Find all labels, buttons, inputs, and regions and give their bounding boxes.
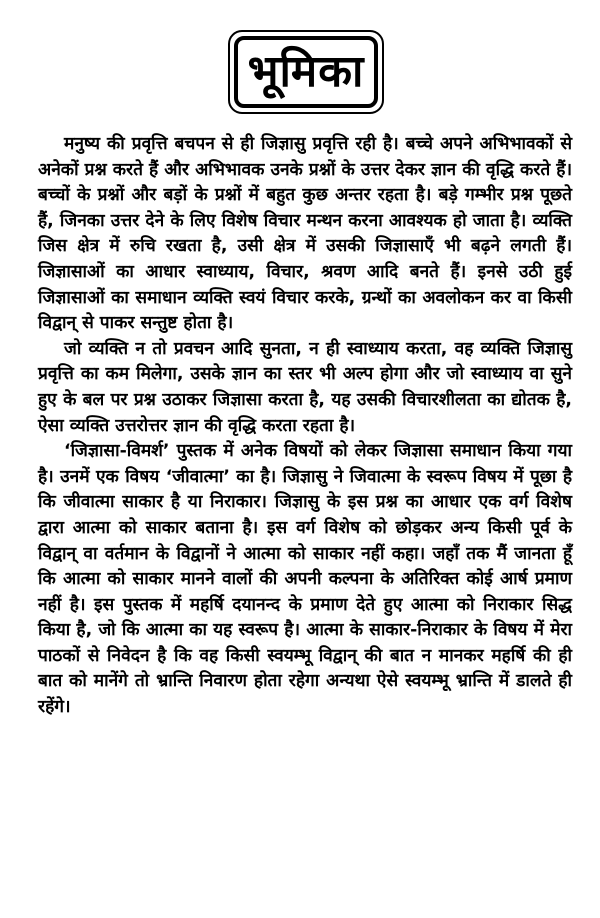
preface-body xyxy=(38,132,572,721)
paragraph-3: ‘जिज्ञासा-विमर्श’ पुस्तक में अनेक विषयों को लेकर जिज्ञासा समाधान किया गया है। उनमें एक विषय ‘जीवात्मा’ का है। जिज्ञासु ने जिवात्मा के स्वरूप विषय में पूछा है कि जीवात्मा साकार है या निराकार। जिज्ञासु के इस प्रश्न का आधार एक वर्ग विशेष द्वारा आत्मा को साकार बताना है। इस वर्ग विशेष को छोड़कर अन्य किसी पूर्व के विद्वान् वा वर्तमान के विद्वानों ने आत्मा को साकार नहीं कहा। जहाँ तक मैं जानता हूँ कि आत्मा को साकार मानने वालों की अपनी कल्पना के अतिरिक्त कोई आर्ष प्रमाण नहीं है। इस पुस्तक में महर्षि दयानन्द के प्रमाण देते हुए आत्मा को निराकार सिद्ध किया है, जो कि आत्मा का यह स्वरूप है। आत्मा के साकार-निराकार के विषय में मेरा पाठकों से निवेदन है कि वह किसी स्वयम्भू विद्वान् की बात न मानकर महर्षि की ही बात को मानेंगे तो भ्रान्ति निवारण होता रहेगा अन्यथा ऐसे स्वयम्भू भ्रान्ति में डालते ही रहेंगे। xyxy=(38,441,572,718)
page-heading: भूमिका xyxy=(247,46,365,97)
paragraph-1: मनुष्य की प्रवृत्ति बचपन से ही जिज्ञासु प्रवृत्ति रही है। बच्चे अपने अभिभावकों से अनेकों प्रश्न करते हैं और अभिभावक उनके प्रश्नों के उत्तर देकर ज्ञान की वृद्धि करते हैं। बच्चों के प्रश्नों और बड़ों के प्रश्नों में बहुत कुछ अन्तर रहता है। बड़े गम्भीर प्रश्न पूछते हैं, जिनका उत्तर देने के लिए विशेष विचार मन्थन करना आवश्यक हो जाता है। व्यक्ति जिस क्षेत्र में रुचि रखता है, उसी क्षेत्र में उसकी जिज्ञासाएँ भी बढ़ने लगती हैं। जिज्ञासाओं का आधार स्वाध्याय, विचार, श्रवण आदि बनते हैं। इनसे उठी हुई जिज्ञासाओं का समाधान व्यक्ति स्वयं विचार करके, ग्रन्थों का अवलोकन कर वा किसी विद्वान् से पाकर सन्तुष्ट होता है। xyxy=(38,134,572,334)
paragraph-2: जो व्यक्ति न तो प्रवचन आदि सुनता, न ही स्वाध्याय करता, वह व्यक्ति जिज्ञासु प्रवृत्ति का कम मिलेगा, उसके ज्ञान का स्तर भी अल्प होगा और जो स्वाध्याय वा सुने हुए के बल पर प्रश्न उठाकर जिज्ञासा करता है, यह उसकी विचारशीलता का द्योतक है, ऐसा व्यक्ति उत्तरोत्तर ज्ञान की वृद्धि करता रहता है। xyxy=(38,338,572,436)
heading-frame xyxy=(228,30,384,114)
